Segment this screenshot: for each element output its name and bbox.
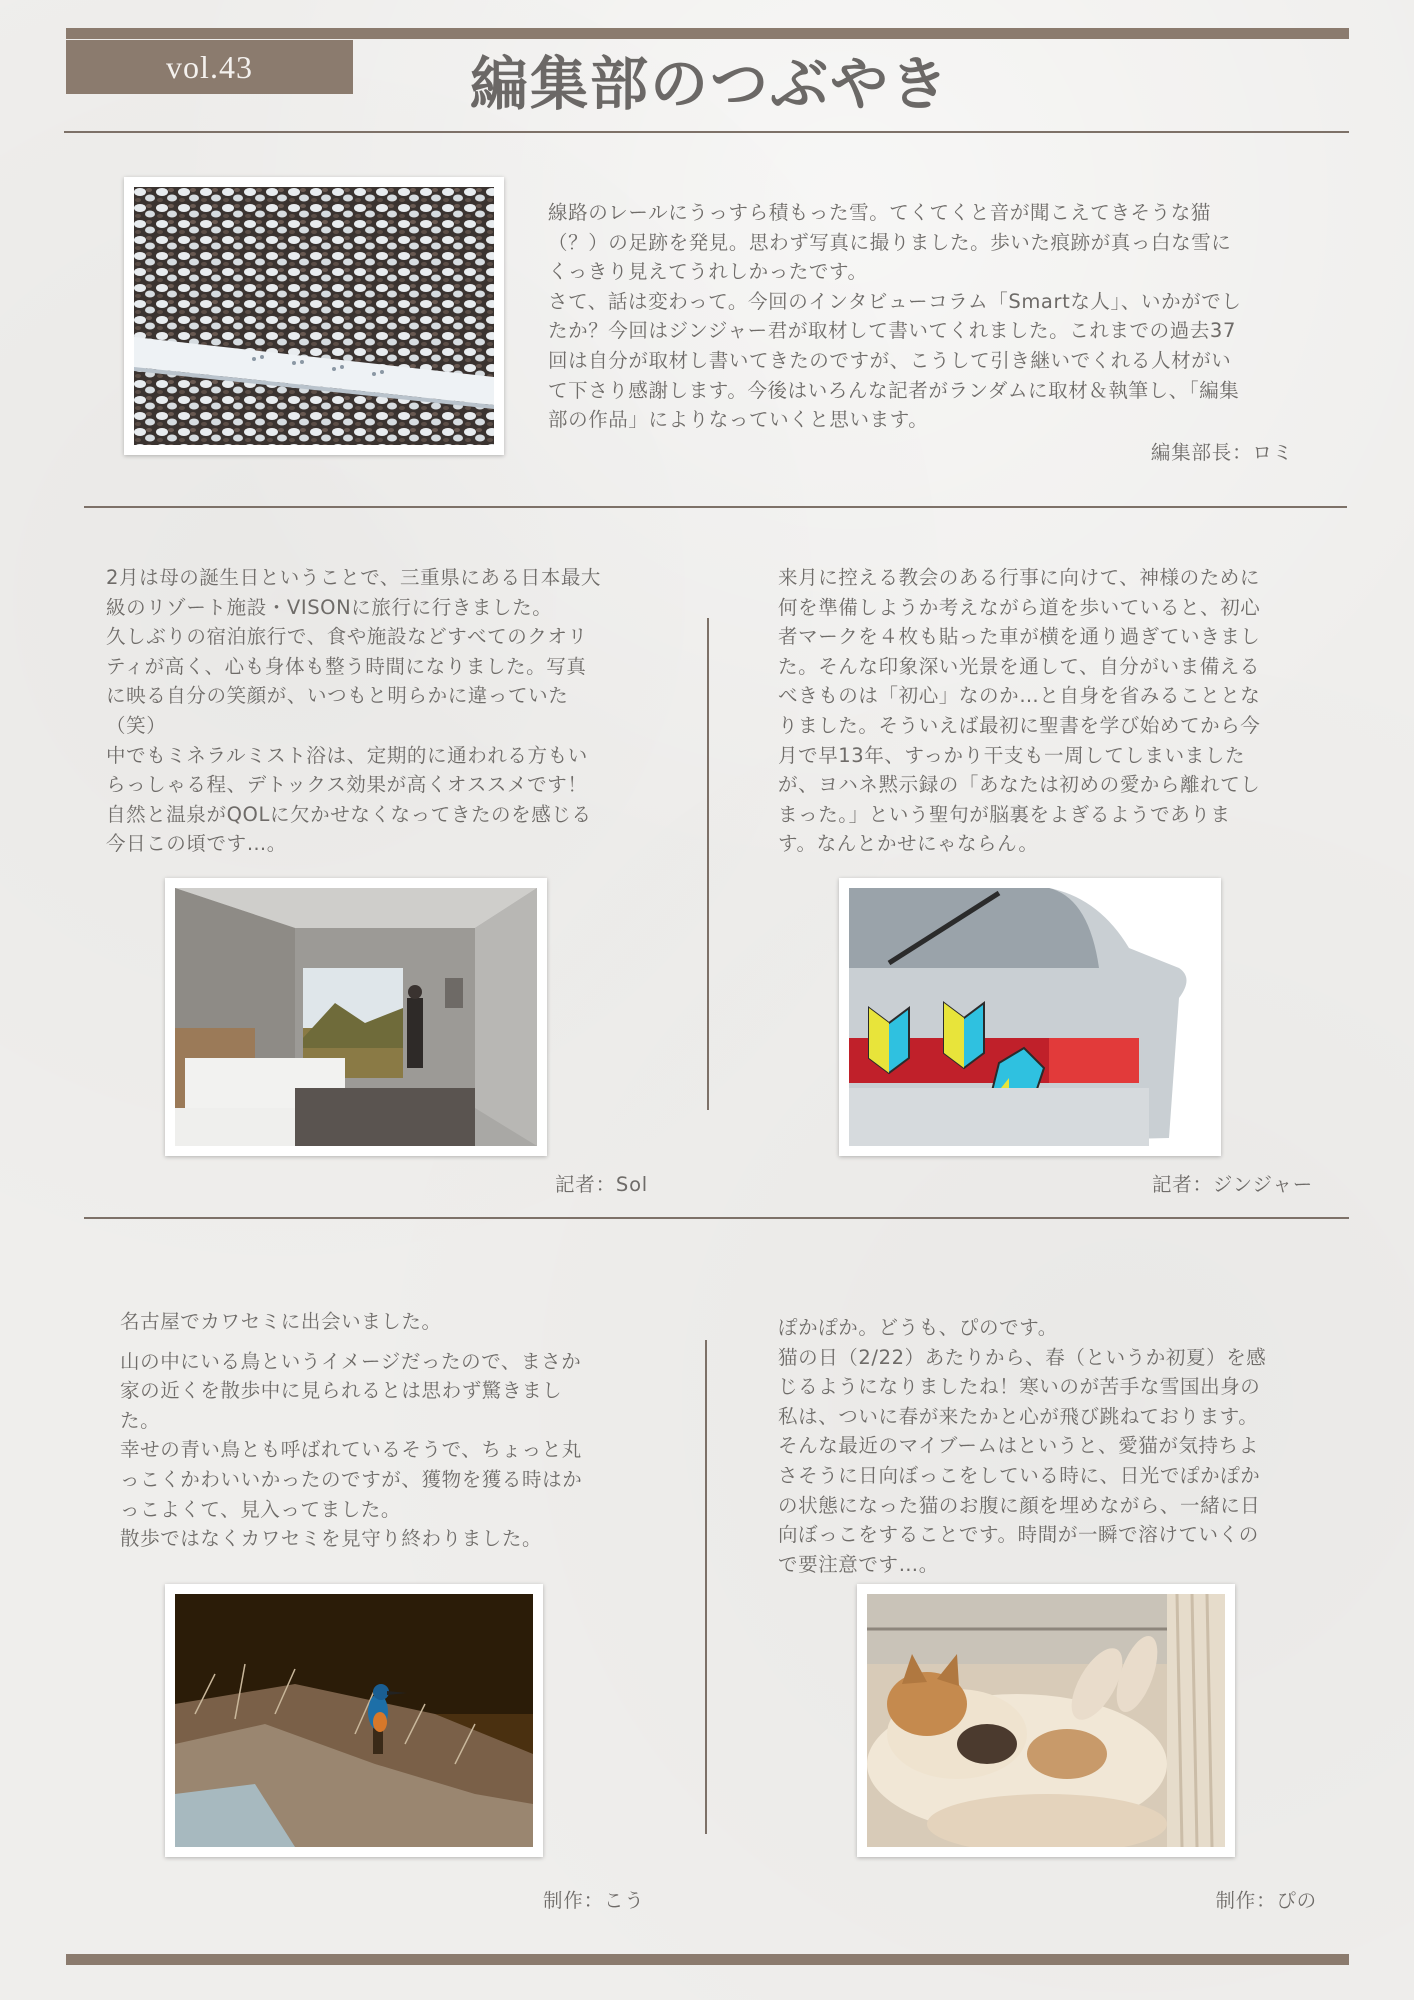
article-line: ぽかぽか。どうも、ぴのです。: [778, 1316, 1058, 1339]
article-line: 者マークを４枚も貼った車が横を通り過ぎていきまし: [778, 625, 1261, 649]
intro-line: 回は自分が取材し書いてきたのですが、こうして引き継いでくれる人材がい: [548, 348, 1232, 372]
article-kou-byline: 制作：こう: [543, 1889, 645, 1912]
article-line: す。なんとかせにゃならん。: [778, 832, 1039, 856]
beginner-mark-car-image: [849, 888, 1211, 1146]
article-line: 向ぼっこをすることです。時間が一瞬で溶けていくの: [778, 1523, 1259, 1547]
article-line: 何を準備しようか考えながら道を歩いていると、初心: [778, 595, 1261, 619]
article-sol-text: [106, 563, 666, 859]
article-line: た。そんな印象深い光景を通して、自分がいま備える: [778, 654, 1261, 678]
article-line: 来月に控える教会のある行事に向けて、神様のために: [778, 566, 1261, 589]
intro-line: 部の作品」によりなっていくと思います。: [548, 408, 929, 432]
snow-rail-image: [134, 187, 494, 445]
article-line: が、ヨハネ黙示録の「あなたは初めの愛から離れてし: [778, 773, 1261, 797]
kingfisher-image: [175, 1594, 533, 1847]
intro-line: たか？今回はジンジャー君が取材して書いてくれました。これまでの過去37: [548, 319, 1236, 343]
article-line: りました。そういえば最初に聖書を学び始めてから今: [778, 713, 1261, 737]
article-pino-byline: 制作：ぴの: [1215, 1889, 1317, 1912]
section-divider-2: [84, 1217, 1349, 1219]
article-sol-byline: 記者：Sol: [555, 1173, 649, 1196]
article-line: 私は、ついに春が来たかと心が飛び跳ねております。: [778, 1404, 1259, 1428]
article-pino-text: [778, 1313, 1338, 1579]
article-line: じるようになりましたね！寒いのが苦手な雪国出身の: [778, 1375, 1261, 1399]
article-line: 久しぶりの宿泊旅行で、食や施設などすべてのクオリ: [106, 625, 588, 649]
article-line: まった。」という聖句が脳裏をよぎるようでありま: [778, 802, 1231, 826]
article-line: で要注意です…。: [778, 1552, 939, 1576]
article-line: に映る自分の笑顔が、いつもと明らかに違っていた: [106, 684, 569, 708]
page-title: 編集部のつぶやき: [469, 50, 950, 118]
hotel-room-photo: [165, 878, 547, 1156]
intro-line: さて、話は変わって。今回のインタビューコラム「Smartな人」、いかがでし: [548, 289, 1242, 313]
article-line: た。: [120, 1408, 161, 1432]
hotel-room-image: [175, 888, 537, 1146]
volume-badge: vol.43: [66, 40, 353, 94]
snow-rail-photo: [124, 177, 504, 455]
article-kou-text: [120, 1307, 660, 1554]
sleeping-cat-image: [867, 1594, 1225, 1847]
article-line: べきものは「初心」なのか…と自身を省みることとな: [778, 684, 1261, 708]
article-line: さそうに日向ぼっこをしている時に、日光でぽかぽか: [778, 1463, 1261, 1487]
article-line: っこよくて、見入ってました。: [120, 1497, 402, 1521]
article-line: 2月は母の誕生日ということで、三重県にある日本最大: [106, 566, 602, 589]
article-ginger-text: [778, 563, 1338, 859]
article-line: 山の中にいる鳥というイメージだったので、まさか: [120, 1349, 582, 1373]
article-lead: 名古屋でカワセミに出会いました。: [120, 1310, 442, 1333]
article-line: （笑）: [106, 713, 167, 737]
article-line: 幸せの青い鳥とも呼ばれているそうで、ちょっと丸: [120, 1438, 582, 1462]
article-line: 月で早13年、すっかり干支も一周してしまいました: [778, 743, 1246, 767]
column-divider-1: [707, 618, 709, 1110]
intro-line: （？）の足跡を発見。思わず写真に撮りました。歩いた痕跡が真っ白な雪に: [548, 230, 1232, 254]
column-divider-2: [705, 1340, 707, 1834]
header-divider: [64, 131, 1349, 133]
article-line: の状態になった猫のお腹に顔を埋めながら、一緒に日: [778, 1493, 1261, 1517]
article-line: 級のリゾート施設・VISONに旅行に行きました。: [106, 595, 553, 619]
article-line: らっしゃる程、デトックス効果が高くオススメです！: [106, 773, 588, 797]
intro-text: [548, 198, 1308, 435]
intro-line: くっきり見えてうれしかったです。: [548, 260, 868, 284]
section-divider-1: [84, 506, 1347, 508]
article-line: 自然と温泉がQOLに欠かせなくなってきたのを感じる: [106, 802, 592, 826]
sleeping-cat-photo: [857, 1584, 1235, 1857]
intro-byline: 編集部長：ロミ: [1150, 441, 1293, 464]
kingfisher-photo: [165, 1584, 543, 1857]
article-ginger-byline: 記者：ジンジャー: [1151, 1173, 1313, 1196]
intro-line: て下さり感謝します。今後はいろんな記者がランダムに取材＆執筆し、「編集: [548, 378, 1240, 402]
article-line: ティが高く、心も身体も整う時間になりました。写真: [106, 654, 587, 678]
article-line: 今日この頃です…。: [106, 832, 287, 856]
article-line: っこくかわいいかったのですが、獲物を獲る時はか: [120, 1467, 583, 1491]
intro-line: 線路のレールにうっすら積もった雪。てくてくと音が聞こえてきそうな猫: [548, 201, 1211, 224]
article-line: 中でもミネラルミスト浴は、定期的に通われる方もい: [106, 743, 588, 767]
beginner-mark-car-photo: [839, 878, 1221, 1156]
article-line: 散歩ではなくカワセミを見守り終わりました。: [120, 1527, 543, 1551]
article-line: そんな最近のマイブームはというと、愛猫が気持ちよ: [778, 1434, 1259, 1458]
article-line: 家の近くを散歩中に見られるとは思わず驚きまし: [120, 1379, 563, 1403]
bottom-bar: [66, 1954, 1349, 1965]
article-line: 猫の日（2/22）あたりから、春（というか初夏）を感: [778, 1345, 1267, 1369]
